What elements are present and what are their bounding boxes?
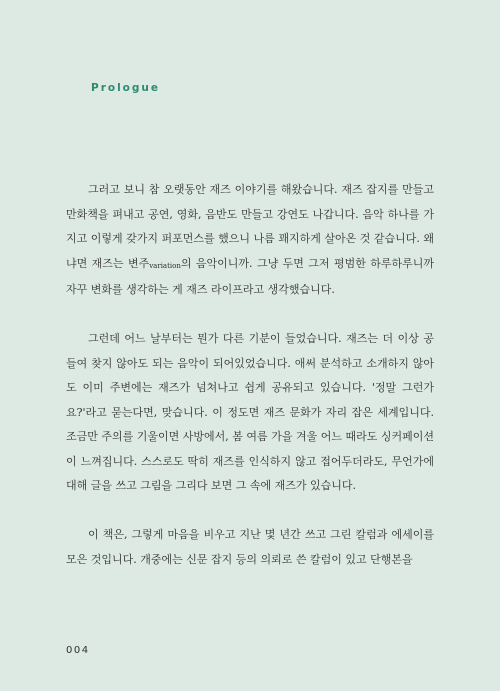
paragraph-1-text-after: 의 음악이니까. 그냥 두면 그저 평범한 하루하루니까 자꾸 변화를 생각하는 게 재즈 라이프라고 생각했습니다. bbox=[66, 256, 435, 296]
body-text bbox=[66, 178, 434, 597]
paragraph-1 bbox=[66, 178, 434, 303]
paragraph-2: 그런데 어느 날부터는 뭔가 다른 기분이 들었습니다. 재즈는 더 이상 공들여 찾지 않아도 되는 음악이 되어있었습니다. 애써 분석하고 소개하지 않아도 이미 주변에는 재즈가 넘쳐나고 쉽게 공유되고 있습니다. '정말 그런가요?'라고 묻는다면, 맞습니다. 이 정도면 재즈 문화가 자리 잡은 세계입니다. 조금만 주의를 기울이면 사방에서, 봄 여름 가을 겨울 어느 때라도 싱커페이션이 느껴집니다. 스스로도 딱히 재즈를 인식하지 않고 접어두더라도, 무언가에 대해 글을 쓰고 그림을 그리다 보면 그 속에 재즈가 있습니다. bbox=[66, 332, 434, 492]
paragraph-1-text-before: 그러고 보니 참 오랫동안 재즈 이야기를 해왔습니다. 재즈 잡지를 만들고 만화책을 펴내고 공연, 영화, 음반도 만들고 강연도 나갑니다. 음악 하나를 가지고 이렇게 갖가지 퍼포먼스를 했으니 나름 꽤지하게 살아온 것 같습니다. 왜냐면 재즈는 변주 bbox=[66, 183, 434, 270]
page-number: 004 bbox=[66, 645, 90, 656]
paragraph-3: 이 책은, 그렇게 마음을 비우고 지난 몇 년간 쓰고 그린 칼럼과 에세이를 모은 것입니다. 개중에는 신문 잡지 등의 의뢰로 쓴 칼럼이 있고 단행본을 bbox=[66, 528, 434, 566]
variation-subscript: variation bbox=[149, 261, 181, 270]
chapter-heading: Prologue bbox=[91, 82, 161, 94]
